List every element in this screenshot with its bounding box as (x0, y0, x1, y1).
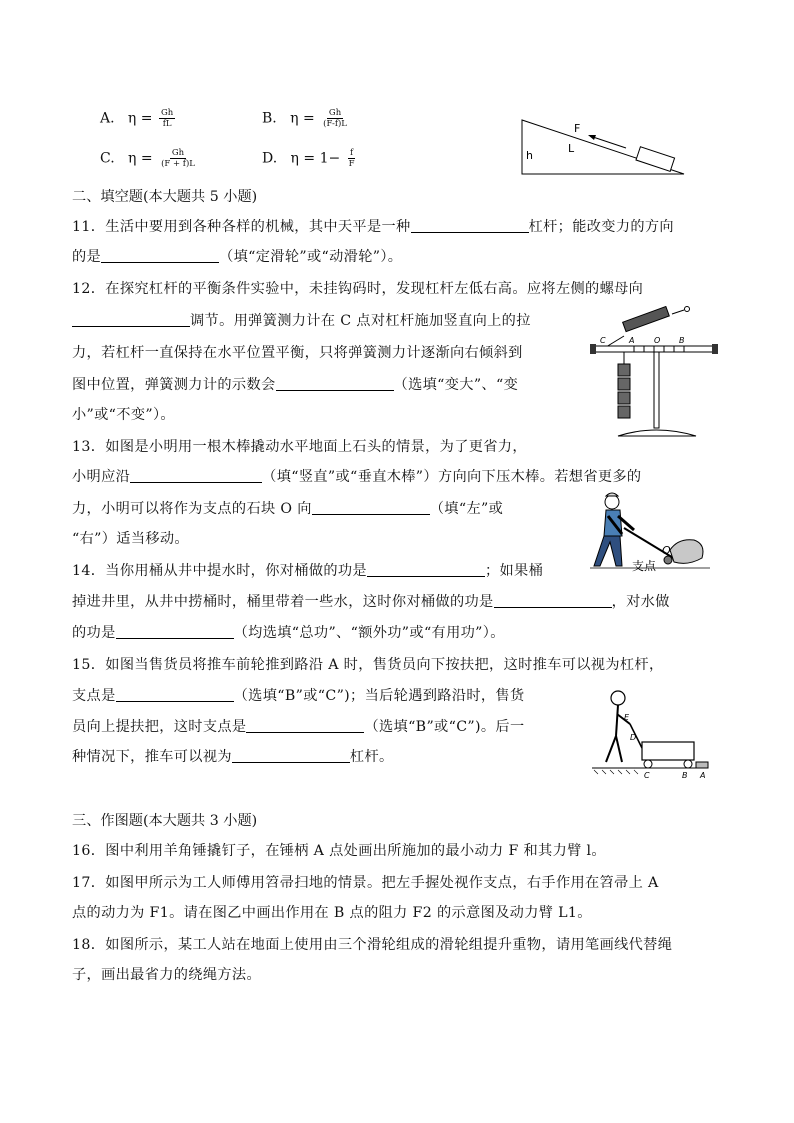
option-b-label: B. (262, 110, 277, 127)
spring-balance (606, 307, 690, 348)
option-a-lhs: η = (127, 110, 153, 127)
option-d-fraction (347, 148, 357, 169)
option-a-numerator: Gh (160, 108, 174, 118)
q15-text-4a: 种情况下，推车可以视为 (72, 749, 232, 765)
cart-label-c: C (644, 771, 650, 780)
incline-block (636, 147, 675, 172)
q11-blank-1 (411, 216, 529, 233)
q12-line-4 (72, 374, 518, 396)
right-nut (712, 344, 718, 354)
q13-text-2a: 小明应沿 (72, 469, 131, 485)
option-c-denominator: (F + f)L (161, 159, 195, 169)
q12-text-4b: （选填“变大”、“变 (393, 377, 519, 393)
q12-line-2 (72, 310, 531, 332)
q15-text-3b: （选填“B”或“C”)。后一 (364, 719, 525, 735)
option-c-fraction (159, 148, 197, 169)
q15-line-2 (72, 685, 525, 707)
q13-line-2 (72, 466, 641, 488)
q13-blank-2 (312, 498, 430, 515)
lever-label-a: A (629, 336, 635, 345)
q12-line-5: 小”或“不变”）。 (72, 407, 175, 423)
clerk-body (616, 705, 618, 736)
q13-blank-1 (130, 466, 262, 483)
q15-blank-2 (246, 716, 364, 733)
incline-label-f: F (574, 122, 581, 135)
q18-line-1: 18．如图所示，某工人站在地面上使用由三个滑轮组成的滑轮组提升重物，请用笔画线代替绳 (72, 937, 673, 953)
q14-line-1 (72, 560, 543, 582)
hook-weights (618, 352, 630, 418)
option-a-label: A. (100, 110, 115, 127)
cart-rear-wheel (644, 760, 652, 768)
q11-line-1 (72, 216, 674, 238)
q12-line-1: 12．在探究杠杆的平衡条件实验中，未挂钩码时，发现杠杆左低右高。应将左侧的螺母向 (72, 281, 644, 297)
option-b-numerator: Gh (328, 108, 342, 118)
q14-text-3a: 的功是 (72, 625, 116, 641)
left-nut (590, 344, 596, 354)
cart-body (642, 742, 694, 760)
option-b-denominator: (F-f)L (323, 119, 347, 129)
crowbar-label-o: O (662, 544, 671, 557)
incline-label-l: L (568, 142, 575, 155)
lever-label-c: C (600, 336, 606, 345)
option-b-fraction (321, 108, 349, 129)
option-c (100, 148, 197, 169)
incline-figure (518, 112, 690, 180)
q14-text-3b: （均选填“总功”、“额外功”或“有用功”）。 (233, 625, 505, 641)
option-a (100, 108, 175, 129)
q17-line-1: 17．如图甲所示为工人师傅用笤帚扫地的情景。把左手握处视作支点，右手作用在笤帚上 A (72, 875, 659, 891)
q15-text-2b: （选填“B”或“C”)；当后轮遇到路沿时，售货 (233, 688, 525, 704)
q14-text-1a: 14．当你用桶从井中提水时，你对桶做的功是 (72, 563, 367, 579)
q13-line-4: “右”）适当移动。 (72, 531, 189, 547)
option-d-numerator: f (350, 148, 354, 158)
crowbar-pivot-label: 支点 (632, 559, 657, 573)
q14-text-1b: ；如果桶 (484, 563, 544, 579)
q14-blank-1 (367, 560, 485, 577)
option-d-denominator: F (348, 159, 355, 169)
lever-label-o: O (654, 336, 661, 345)
incline-force-arrowhead (588, 135, 596, 140)
pivot-stone (664, 556, 672, 564)
option-d-label: D. (262, 150, 278, 167)
q11-blank-2 (101, 246, 219, 263)
q12-blank-1 (72, 310, 190, 327)
lever-stand-figure (588, 306, 720, 440)
crowbar-figure (576, 490, 716, 580)
lever-bar (594, 346, 716, 352)
crowbar-bar (624, 528, 680, 562)
option-d-lhs: η = 1− (290, 150, 341, 167)
q13-line-1: 13．如图是小明用一根木棒撬动水平地面上石头的情景，为了更省力， (72, 439, 527, 455)
q13-text-2b: （填“竖直”或“垂直木棒”）方向向下压木棒。若想省更多的 (262, 469, 642, 485)
q14-blank-2 (494, 591, 612, 608)
q15-text-2a: 支点是 (72, 688, 116, 704)
rock (670, 540, 703, 564)
q13-line-3 (72, 498, 503, 520)
clerk-head (611, 691, 625, 705)
cart-label-b: B (682, 771, 688, 780)
q18-line-2: 子，画出最省力的绕绳方法。 (72, 967, 261, 983)
q15-blank-3 (232, 746, 350, 763)
q14-line-3 (72, 622, 505, 644)
stand-base (618, 430, 696, 436)
cart-label-d: D (630, 733, 637, 742)
q12-text-4a: 图中位置，弹簧测力计的示数会 (72, 377, 276, 393)
cart-label-a: A (700, 771, 706, 780)
cart-label-e: E (624, 713, 630, 722)
q11-text-1a: 11．生活中要用到各种各样的机械，其中天平是一种 (72, 219, 411, 235)
section-2-heading: 二、填空题(本大题共 5 小题) (72, 189, 258, 205)
option-c-label: C. (100, 150, 115, 167)
q13-text-3b: （填“左”或 (429, 501, 504, 517)
q17-line-2: 点的动力为 F1。请在图乙中画出作用在 B 点的阻力 F2 的示意图及动力臂 L1。 (72, 905, 592, 921)
option-a-fraction (159, 108, 175, 129)
stand-pole (654, 352, 659, 428)
q11-text-1b: 杠杆；能改变力的方向 (528, 219, 674, 235)
q13-text-3a: 力，小明可以将作为支点的石块 O 向 (72, 501, 312, 517)
q11-line-2 (72, 246, 402, 268)
q14-text-2b: ，对水做 (611, 594, 670, 610)
q15-line-4 (72, 746, 394, 768)
option-b (262, 108, 349, 129)
incline-force-arrow (590, 136, 626, 148)
incline-label-h: h (526, 149, 533, 162)
q15-line-3 (72, 716, 525, 738)
q15-text-3a: 员向上提扶把，这时支点是 (72, 719, 247, 735)
option-a-denominator: fL (162, 119, 172, 129)
option-b-lhs: η = (290, 110, 315, 127)
q14-text-2a: 掉进井里，从井中捞桶时，桶里带着一些水，这时你对桶做的功是 (72, 594, 494, 610)
option-c-numerator: Gh (171, 148, 185, 158)
option-c-lhs: η = (128, 150, 153, 167)
q12-line-3: 力，若杠杆一直保持在水平位置平衡，只将弹簧测力计逐渐向右倾斜到 (72, 345, 523, 361)
q14-blank-3 (116, 622, 234, 639)
q11-text-2a: 的是 (72, 249, 102, 265)
person-head (605, 495, 619, 509)
cart-front-wheel (684, 760, 692, 768)
lever-label-b: B (679, 336, 685, 345)
option-d (262, 148, 357, 169)
section-3-heading: 三、作图题(本大题共 3 小题) (72, 813, 258, 829)
q15-line-1: 15．如图当售货员将推车前轮推到路沿 A 时，售货员向下按扶把，这时推车可以视为杠杆， (72, 657, 664, 673)
cart-figure (586, 688, 714, 780)
q15-text-4b: 杠杆。 (349, 749, 394, 765)
q16-line-1: 16．图中利用羊角锤撬钉子，在锤柄 A 点处画出所施加的最小动力 F 和其力臂 l。 (72, 843, 606, 859)
q12-blank-2 (276, 374, 394, 391)
q12-text-2b: 调节。用弹簧测力计在 C 点对杠杆施加竖直向上的拉 (190, 313, 531, 329)
q14-line-2 (72, 591, 670, 613)
q15-blank-1 (116, 685, 234, 702)
curb (696, 762, 708, 768)
q11-text-2b: （填“定滑轮”或“动滑轮”）。 (219, 249, 403, 265)
person-legs (594, 536, 622, 566)
